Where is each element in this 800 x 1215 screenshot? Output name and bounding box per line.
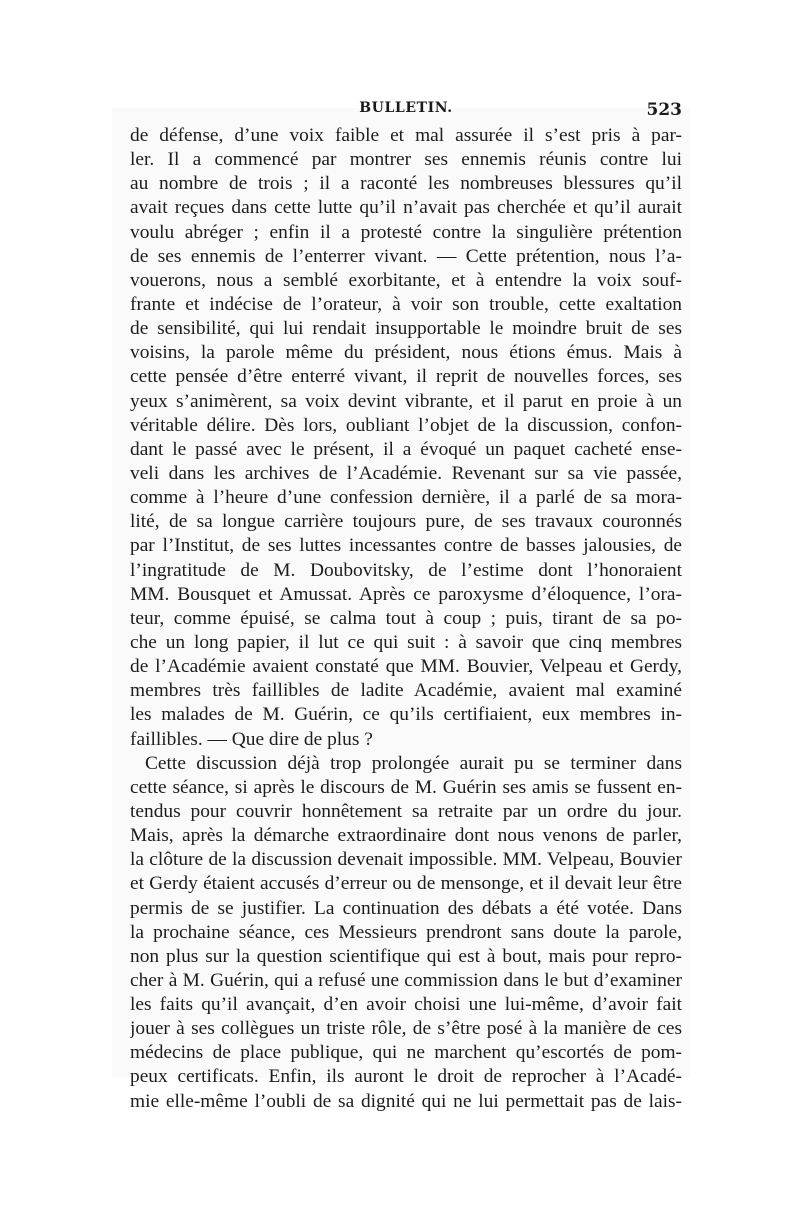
text-line: au nombre de trois ; il a raconté les nombreuses blessures qu’il <box>130 173 682 195</box>
text-line: membres très faillibles de ladite Académie, avaient mal examiné <box>130 680 682 702</box>
text-line: voisins, la parole même du président, nous étions émus. Mais à <box>130 342 682 364</box>
page-header <box>130 100 682 122</box>
text-line: vouerons, nous a semblé exorbitante, et à entendre la voix souf- <box>130 269 682 291</box>
text-line: cette pensée d’être enterré vivant, il reprit de nouvelles forces, ses <box>130 366 682 388</box>
text-line: comme à l’heure d’une confession dernière, il a parlé de sa mora- <box>130 487 682 509</box>
text-line: et Gerdy étaient accusés d’erreur ou de mensonge, et il devait leur être <box>130 873 682 895</box>
text-line: peux certificats. Enfin, ils auront le droit de reprocher à l’Acadé- <box>130 1066 682 1088</box>
text-line: che un long papier, il lut ce qui suit : à savoir que cinq membres <box>130 631 682 653</box>
text-line: médecins de place publique, qui ne marchent qu’escortés de pom- <box>130 1042 682 1064</box>
text-line: les faits qu’il avançait, d’en avoir choisi une lui-même, d’avoir fait <box>130 994 682 1016</box>
text-line: par l’Institut, de ses luttes incessantes contre de basses jalousies, de <box>130 535 682 557</box>
page-number: 523 <box>646 100 682 120</box>
text-line: l’ingratitude de M. Doubovitsky, de l’estime dont l’honoraient <box>130 559 682 581</box>
text-line: cette séance, si après le discours de M. Guérin ses amis se fussent en- <box>130 776 682 798</box>
text-line: véritable délire. Dès lors, oubliant l’objet de la discussion, confon- <box>130 414 682 436</box>
text-line: MM. Bousquet et Amussat. Après ce paroxysme d’éloquence, l’ora- <box>130 583 682 605</box>
text-line: de l’Académie avaient constaté que MM. Bouvier, Velpeau et Gerdy, <box>130 656 682 678</box>
text-line: tendus pour couvrir honnêtement sa retraite par un ordre du jour. <box>130 800 682 822</box>
text-line: mie elle-même l’oubli de sa dignité qui ne lui permettait pas de lais- <box>130 1090 682 1112</box>
text-line: la prochaine séance, ces Messieurs prendront sans doute la parole, <box>130 921 682 943</box>
text-line: non plus sur la question scientifique qui est à bout, mais pour repro- <box>130 945 682 967</box>
paragraph-start-line: Cette discussion déjà trop prolongée aurait pu se terminer dans <box>145 752 682 774</box>
text-line: les malades de M. Guérin, ce qu’ils certifiaient, eux membres in- <box>130 704 682 726</box>
running-title: BULLETIN. <box>359 100 453 116</box>
text-line: ler. Il a commencé par montrer ses ennemis réunis contre lui <box>130 149 682 171</box>
paragraph-end-line: faillibles. — Que dire de plus ? <box>130 728 373 750</box>
text-line: de ses ennemis de l’enterrer vivant. — Cette prétention, nous l’a- <box>130 245 682 267</box>
text-line: de défense, d’une voix faible et mal assurée il s’est pris à par- <box>130 125 682 146</box>
text-line: jouer à ses collègues un triste rôle, de s’être posé à la manière de ces <box>130 1018 682 1040</box>
text-line: avait reçues dans cette lutte qu’il n’avait pas cherchée et qu’il aurait <box>130 197 682 219</box>
text-line: teur, comme épuisé, se calma tout à coup ; puis, tirant de sa po- <box>130 607 682 629</box>
text-line: cher à M. Guérin, qui a refusé une commission dans le but d’examiner <box>130 969 682 991</box>
text-line: yeux s’animèrent, sa voix devint vibrante, et il parut en proie à un <box>130 390 682 412</box>
text-line: permis de se justifier. La continuation des débats a été votée. Dans <box>130 897 682 919</box>
text-line: Mais, après la démarche extraordinaire dont nous venons de parler, <box>130 825 682 847</box>
text-line: dant le passé avec le présent, il a évoqué un paquet cacheté ense- <box>130 438 682 460</box>
text-line: voulu abréger ; enfin il a protesté contre la singulière prétention <box>130 221 682 243</box>
text-line: de sensibilité, qui lui rendait insupportable le moindre bruit de ses <box>130 318 682 340</box>
text-line: la clôture de la discussion devenait impossible. MM. Velpeau, Bouvier <box>130 849 682 871</box>
text-line: veli dans les archives de l’Académie. Revenant sur sa vie passée, <box>130 462 682 484</box>
text-line: lité, de sa longue carrière toujours pure, de ses travaux couronnés <box>130 511 682 533</box>
body-text <box>130 124 682 1114</box>
text-line: frante et indécise de l’orateur, à voir son trouble, cette exaltation <box>130 293 682 315</box>
